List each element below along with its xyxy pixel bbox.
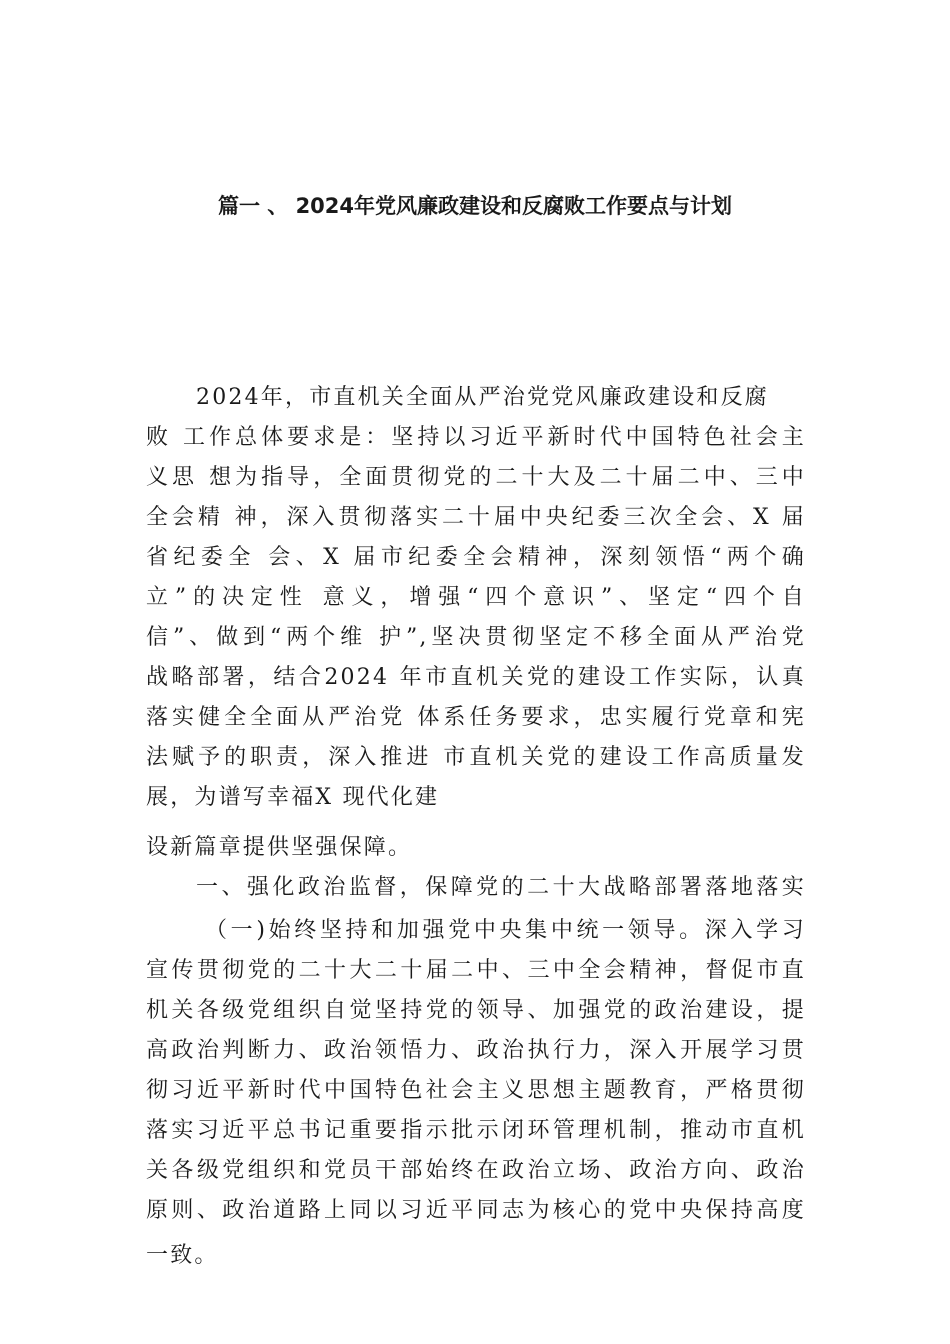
- page-title: 篇一 、 2024年党风廉政建设和反腐败工作要点与计划: [217, 194, 733, 218]
- paragraph-line: 立”的决定性 意义，增强“四个意识”、坚定“四个自: [146, 585, 806, 610]
- subsection-line: 宣传贯彻党的二十大二十届二中、三中全会精神，督促市直: [146, 958, 806, 983]
- paragraph-line: 全会精 神，深入贯彻落实二十届中央纪委三次全会、X 届: [146, 505, 806, 530]
- paragraph-line: 义思 想为指导，全面贯彻党的二十大及二十届二中、三中: [146, 465, 806, 490]
- paragraph-tail: 设新篇章提供坚强保障。: [146, 835, 413, 860]
- paragraph-line: 省纪委全 会、X 届市纪委全会精神，深刻领悟“两个确: [146, 545, 806, 570]
- paragraph-line: 战略部署，结合2024 年市直机关党的建设工作实际，认真: [146, 665, 806, 690]
- paragraph-line: 败 工作总体要求是：坚持以习近平新时代中国特色社会主: [146, 425, 806, 450]
- subsection-line: 高政治判断力、政治领悟力、政治执行力，深入开展学习贯: [146, 1038, 806, 1063]
- subsection-tail: 一致。: [146, 1243, 219, 1268]
- paragraph-line: 2024年，市直机关全面从严治党党风廉政建设和反腐: [196, 385, 769, 410]
- paragraph-line: 展，为谱写幸福X 现代化建: [146, 785, 440, 810]
- paragraph-line: 信”、做到“两个维 护”,坚决贯彻坚定不移全面从严治党: [146, 625, 806, 650]
- paragraph-line: 落实健全全面从严治党 体系任务要求，忠实履行党章和宪: [146, 705, 806, 730]
- subsection-line: （一)始终坚持和加强党中央集中统一领导。深入学习: [205, 918, 806, 943]
- section-heading: 一、强化政治监督，保障党的二十大战略部署落地落实: [196, 875, 806, 900]
- subsection-line: 原则、政治道路上同以习近平同志为核心的党中央保持高度: [146, 1198, 806, 1223]
- subsection-line: 彻习近平新时代中国特色社会主义思想主题教育，严格贯彻: [146, 1078, 806, 1103]
- paragraph-line: 法赋予的职责，深入推进 市直机关党的建设工作高质量发: [146, 745, 806, 770]
- subsection-line: 关各级党组织和党员干部始终在政治立场、政治方向、政治: [146, 1158, 806, 1183]
- subsection-line: 落实习近平总书记重要指示批示闭环管理机制，推动市直机: [146, 1118, 806, 1143]
- subsection-line: 机关各级党组织自觉坚持党的领导、加强党的政治建设，提: [146, 998, 806, 1023]
